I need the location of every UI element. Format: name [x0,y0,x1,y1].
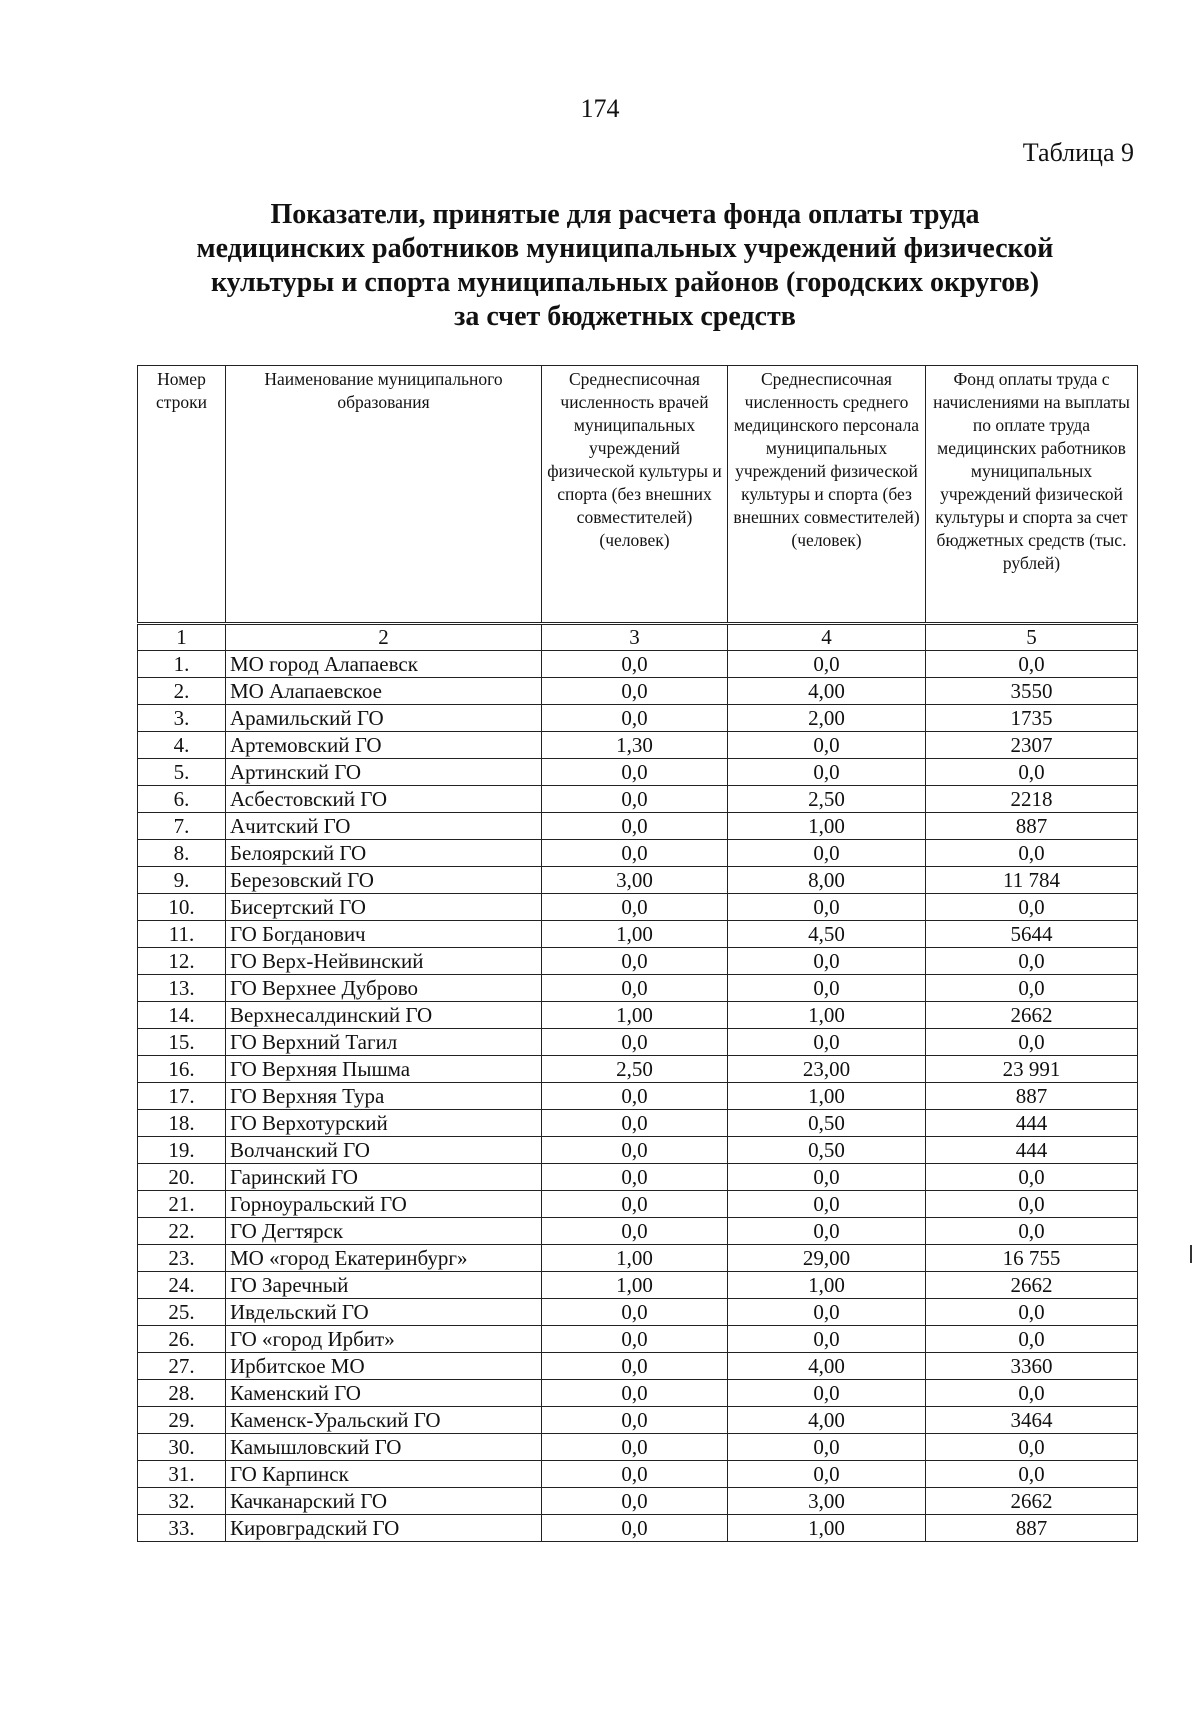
payroll-fund-cell: 11 784 [926,867,1138,894]
row-number-cell: 11. [138,921,226,948]
medical-staff-count-cell: 4,00 [728,1407,926,1434]
row-number-cell: 13. [138,975,226,1002]
municipality-name-cell: ГО Верхотурский [226,1110,542,1137]
municipality-name-cell: ГО Карпинск [226,1461,542,1488]
payroll-fund-cell: 23 991 [926,1056,1138,1083]
municipality-name-cell: ГО Верхняя Пышма [226,1056,542,1083]
header-municipality-name: Наименование муниципального образования [226,366,542,624]
table-row [138,678,1138,705]
municipality-name-cell: Горноуральский ГО [226,1191,542,1218]
row-number-cell: 25. [138,1299,226,1326]
payroll-fund-cell: 3360 [926,1353,1138,1380]
medical-staff-count-cell: 1,00 [728,1272,926,1299]
municipality-name-cell: Асбестовский ГО [226,786,542,813]
table-row [138,1407,1138,1434]
payroll-fund-cell: 0,0 [926,1164,1138,1191]
municipality-name-cell: Кировградский ГО [226,1515,542,1542]
medical-staff-count-cell: 0,0 [728,840,926,867]
doctors-count-cell: 0,0 [542,894,728,921]
doctors-count-cell: 1,30 [542,732,728,759]
row-number-cell: 5. [138,759,226,786]
medical-staff-count-cell: 0,0 [728,1164,926,1191]
municipality-name-cell: ГО «город Ирбит» [226,1326,542,1353]
table-row [138,1218,1138,1245]
column-number: 4 [728,624,926,651]
municipality-name-cell: Каменский ГО [226,1380,542,1407]
medical-staff-count-cell: 23,00 [728,1056,926,1083]
row-number-cell: 18. [138,1110,226,1137]
municipality-name-cell: Качканарский ГО [226,1488,542,1515]
medical-staff-count-cell: 4,00 [728,678,926,705]
table-row [138,732,1138,759]
medical-staff-count-cell: 0,0 [728,948,926,975]
table-header-row [138,366,1138,624]
medical-staff-count-cell: 1,00 [728,1083,926,1110]
medical-staff-count-cell: 0,0 [728,1326,926,1353]
table-row [138,1083,1138,1110]
row-number-cell: 24. [138,1272,226,1299]
title-line: медицинских работников муниципальных учреждений физической [196,233,1054,264]
row-number-cell: 6. [138,786,226,813]
row-number-cell: 30. [138,1434,226,1461]
table-row [138,705,1138,732]
medical-staff-count-cell: 0,0 [728,759,926,786]
municipality-name-cell: Ивдельский ГО [226,1299,542,1326]
medical-staff-count-cell: 0,0 [728,732,926,759]
doctors-count-cell: 0,0 [542,1434,728,1461]
medical-staff-count-cell: 0,0 [728,1461,926,1488]
table-row [138,1245,1138,1272]
medical-staff-count-cell: 1,00 [728,1002,926,1029]
medical-staff-count-cell: 2,00 [728,705,926,732]
table-row [138,1461,1138,1488]
table-row [138,894,1138,921]
row-number-cell: 28. [138,1380,226,1407]
header-medical-staff-count: Среднесписочная численность среднего медицинского персонала муниципальных учреждений физической культуры и спорта (без внешних совместителей) (человек) [728,366,926,624]
doctors-count-cell: 0,0 [542,1353,728,1380]
table-row [138,1191,1138,1218]
doctors-count-cell: 0,0 [542,1407,728,1434]
doctors-count-cell: 0,0 [542,1083,728,1110]
row-number-cell: 2. [138,678,226,705]
medical-staff-count-cell: 4,50 [728,921,926,948]
table-row [138,921,1138,948]
medical-staff-count-cell: 0,0 [728,1191,926,1218]
row-number-cell: 10. [138,894,226,921]
table-row [138,651,1138,678]
payroll-fund-cell: 5644 [926,921,1138,948]
table-row [138,1488,1138,1515]
doctors-count-cell: 2,50 [542,1056,728,1083]
payroll-fund-cell: 0,0 [926,1326,1138,1353]
doctors-count-cell: 0,0 [542,1515,728,1542]
doctors-count-cell: 0,0 [542,705,728,732]
table-row [138,1056,1138,1083]
table-row [138,1353,1138,1380]
medical-staff-count-cell: 4,00 [728,1353,926,1380]
payroll-fund-cell: 444 [926,1110,1138,1137]
payroll-fund-cell: 16 755 [926,1245,1138,1272]
doctors-count-cell: 1,00 [542,1272,728,1299]
medical-staff-count-cell: 0,50 [728,1137,926,1164]
doctors-count-cell: 0,0 [542,975,728,1002]
doctors-count-cell: 0,0 [542,1488,728,1515]
row-number-cell: 27. [138,1353,226,1380]
table-row [138,813,1138,840]
medical-staff-count-cell: 0,0 [728,894,926,921]
row-number-cell: 29. [138,1407,226,1434]
municipality-name-cell: МО город Алапаевск [226,651,542,678]
row-number-cell: 17. [138,1083,226,1110]
doctors-count-cell: 0,0 [542,948,728,975]
row-number-cell: 12. [138,948,226,975]
table-row [138,1299,1138,1326]
column-number: 1 [138,624,226,651]
table-row [138,1272,1138,1299]
table-caption: Таблица 9 [1022,138,1134,167]
municipality-name-cell: ГО Верхнее Дуброво [226,975,542,1002]
scan-edge-mark [1190,1245,1192,1263]
table-body [138,651,1138,1542]
municipality-name-cell: Березовский ГО [226,867,542,894]
municipality-name-cell: Каменск-Уральский ГО [226,1407,542,1434]
indicators-table [137,365,1138,1542]
doctors-count-cell: 0,0 [542,1326,728,1353]
payroll-fund-cell: 0,0 [926,894,1138,921]
row-number-cell: 22. [138,1218,226,1245]
table-row [138,1515,1138,1542]
table-row [138,948,1138,975]
table-row [138,1029,1138,1056]
doctors-count-cell: 1,00 [542,1245,728,1272]
table-row [138,975,1138,1002]
payroll-fund-cell: 2662 [926,1272,1138,1299]
row-number-cell: 1. [138,651,226,678]
doctors-count-cell: 0,0 [542,651,728,678]
medical-staff-count-cell: 2,50 [728,786,926,813]
medical-staff-count-cell: 0,50 [728,1110,926,1137]
medical-staff-count-cell: 0,0 [728,1029,926,1056]
payroll-fund-cell: 444 [926,1137,1138,1164]
doctors-count-cell: 0,0 [542,759,728,786]
doctors-count-cell: 0,0 [542,786,728,813]
payroll-fund-cell: 887 [926,813,1138,840]
municipality-name-cell: Артемовский ГО [226,732,542,759]
doctors-count-cell: 1,00 [542,1002,728,1029]
municipality-name-cell: ГО Верхний Тагил [226,1029,542,1056]
row-number-cell: 21. [138,1191,226,1218]
doctors-count-cell: 0,0 [542,1137,728,1164]
payroll-fund-cell: 0,0 [926,651,1138,678]
medical-staff-count-cell: 8,00 [728,867,926,894]
payroll-fund-cell: 887 [926,1515,1138,1542]
payroll-fund-cell: 0,0 [926,759,1138,786]
municipality-name-cell: Бисертский ГО [226,894,542,921]
municipality-name-cell: ГО Верх-Нейвинский [226,948,542,975]
row-number-cell: 33. [138,1515,226,1542]
doctors-count-cell: 0,0 [542,678,728,705]
row-number-cell: 23. [138,1245,226,1272]
row-number-cell: 15. [138,1029,226,1056]
municipality-name-cell: ГО Верхняя Тура [226,1083,542,1110]
row-number-cell: 19. [138,1137,226,1164]
table-row [138,1002,1138,1029]
municipality-name-cell: ГО Заречный [226,1272,542,1299]
doctors-count-cell: 3,00 [542,867,728,894]
row-number-cell: 32. [138,1488,226,1515]
payroll-fund-cell: 0,0 [926,1380,1138,1407]
table-row [138,1164,1138,1191]
municipality-name-cell: Волчанский ГО [226,1137,542,1164]
doctors-count-cell: 0,0 [542,1029,728,1056]
municipality-name-cell: МО Алапаевское [226,678,542,705]
payroll-fund-cell: 0,0 [926,840,1138,867]
row-number-cell: 14. [138,1002,226,1029]
payroll-fund-cell: 0,0 [926,975,1138,1002]
row-number-cell: 3. [138,705,226,732]
medical-staff-count-cell: 3,00 [728,1488,926,1515]
row-number-cell: 20. [138,1164,226,1191]
doctors-count-cell: 0,0 [542,1461,728,1488]
table-row [138,1326,1138,1353]
payroll-fund-cell: 0,0 [926,1029,1138,1056]
doctors-count-cell: 0,0 [542,1191,728,1218]
row-number-cell: 7. [138,813,226,840]
medical-staff-count-cell: 1,00 [728,1515,926,1542]
payroll-fund-cell: 0,0 [926,1218,1138,1245]
doctors-count-cell: 1,00 [542,921,728,948]
medical-staff-count-cell: 1,00 [728,813,926,840]
medical-staff-count-cell: 0,0 [728,1380,926,1407]
municipality-name-cell: МО «город Екатеринбург» [226,1245,542,1272]
payroll-fund-cell: 2218 [926,786,1138,813]
doctors-count-cell: 0,0 [542,813,728,840]
row-number-cell: 8. [138,840,226,867]
payroll-fund-cell: 0,0 [926,948,1138,975]
title-line: культуры и спорта муниципальных районов (городских округов) [210,267,1040,298]
header-payroll-fund: Фонд оплаты труда с начислениями на выплаты по оплате труда медицинских работников муниципальных учреждений физической культуры и спорта за счет бюджетных средств (тыс. рублей) [926,366,1138,624]
row-number-cell: 31. [138,1461,226,1488]
table-row [138,1110,1138,1137]
row-number-cell: 9. [138,867,226,894]
column-number: 5 [926,624,1138,651]
column-number: 3 [542,624,728,651]
medical-staff-count-cell: 0,0 [728,975,926,1002]
municipality-name-cell: Ачитский ГО [226,813,542,840]
payroll-fund-cell: 887 [926,1083,1138,1110]
doctors-count-cell: 0,0 [542,1218,728,1245]
payroll-fund-cell: 3464 [926,1407,1138,1434]
municipality-name-cell: Гаринский ГО [226,1164,542,1191]
doctors-count-cell: 0,0 [542,840,728,867]
title-line: Показатели, принятые для расчета фонда оплаты труда [270,199,980,230]
column-number-row [138,624,1138,651]
doctors-count-cell: 0,0 [542,1110,728,1137]
municipality-name-cell: ГО Богданович [226,921,542,948]
municipality-name-cell: Белоярский ГО [226,840,542,867]
medical-staff-count-cell: 0,0 [728,1218,926,1245]
page-number: 174 [580,94,620,123]
medical-staff-count-cell: 0,0 [728,1434,926,1461]
municipality-name-cell: ГО Дегтярск [226,1218,542,1245]
header-row-number: Номер строки [138,366,226,624]
payroll-fund-cell: 0,0 [926,1191,1138,1218]
municipality-name-cell: Артинский ГО [226,759,542,786]
payroll-fund-cell: 0,0 [926,1434,1138,1461]
doctors-count-cell: 0,0 [542,1164,728,1191]
payroll-fund-cell: 2662 [926,1002,1138,1029]
row-number-cell: 26. [138,1326,226,1353]
table-row [138,840,1138,867]
doctors-count-cell: 0,0 [542,1299,728,1326]
table-row [138,867,1138,894]
municipality-name-cell: Камышловский ГО [226,1434,542,1461]
table-row [138,759,1138,786]
payroll-fund-cell: 1735 [926,705,1138,732]
table-row [138,786,1138,813]
row-number-cell: 16. [138,1056,226,1083]
municipality-name-cell: Ирбитское МО [226,1353,542,1380]
medical-staff-count-cell: 29,00 [728,1245,926,1272]
table-row [138,1137,1138,1164]
medical-staff-count-cell: 0,0 [728,651,926,678]
payroll-fund-cell: 0,0 [926,1461,1138,1488]
table-row [138,1434,1138,1461]
payroll-fund-cell: 2662 [926,1488,1138,1515]
column-number: 2 [226,624,542,651]
municipality-name-cell: Арамильский ГО [226,705,542,732]
doctors-count-cell: 0,0 [542,1380,728,1407]
payroll-fund-cell: 3550 [926,678,1138,705]
header-doctors-count: Среднесписочная численность врачей муниципальных учреждений физической культуры и спорта (без внешних совместителей) (человек) [542,366,728,624]
payroll-fund-cell: 0,0 [926,1299,1138,1326]
title-line: за счет бюджетных средств [454,301,796,332]
municipality-name-cell: Верхнесалдинский ГО [226,1002,542,1029]
row-number-cell: 4. [138,732,226,759]
medical-staff-count-cell: 0,0 [728,1299,926,1326]
table-row [138,1380,1138,1407]
payroll-fund-cell: 2307 [926,732,1138,759]
document-title [130,198,1120,334]
